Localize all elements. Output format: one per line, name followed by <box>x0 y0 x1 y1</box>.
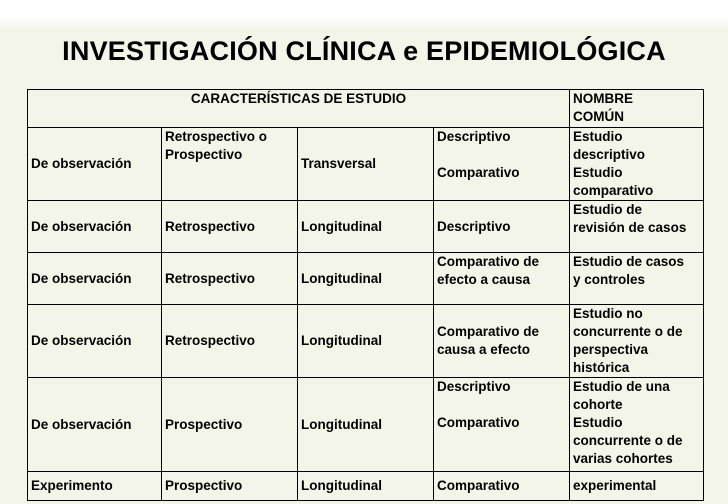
table-row <box>28 305 704 378</box>
cell-line: Retrospectivo o <box>165 129 268 144</box>
cell-direction: Retrospectivo <box>162 201 298 253</box>
cell-line: Comparativo <box>437 165 520 180</box>
cell-analysis <box>434 305 570 378</box>
cell-line: cohorte <box>573 397 623 412</box>
cell-line: y controles <box>573 272 646 287</box>
cell-line: Comparativo <box>437 415 520 430</box>
cell-type: De observación <box>28 378 162 472</box>
cell-direction: Retrospectivo <box>162 253 298 305</box>
cell-line: Comparativo de <box>437 324 540 339</box>
cell-analysis <box>434 253 570 305</box>
cell-time: Longitudinal <box>298 472 434 501</box>
cell-analysis <box>434 128 570 201</box>
cell-line: Descriptivo <box>437 379 511 394</box>
cell-line: Comparativo de <box>437 254 540 269</box>
table-header-row <box>28 90 704 128</box>
page-title: INVESTIGACIÓN CLÍNICA e EPIDEMIOLÓGICA <box>62 36 666 66</box>
cell-line: comparativo <box>573 183 654 198</box>
header-characteristics: CARACTERÍSTICAS DE ESTUDIO <box>28 90 570 128</box>
table-row <box>28 128 704 201</box>
cell-analysis: Descriptivo <box>434 201 570 253</box>
cell-type: De observación <box>28 201 162 253</box>
cell-type: De observación <box>28 128 162 201</box>
table-row <box>28 201 704 253</box>
cell-common-name <box>570 128 704 201</box>
cell-line: Estudio de casos <box>573 254 685 269</box>
cell-type: De observación <box>28 305 162 378</box>
header-common-name-line: NOMBRE <box>573 91 634 106</box>
cell-line: revisión de casos <box>573 220 687 235</box>
cell-analysis: Comparativo <box>434 472 570 501</box>
cell-direction <box>162 128 298 201</box>
cell-time: Longitudinal <box>298 305 434 378</box>
table-row <box>28 472 704 501</box>
cell-line: perspectiva <box>573 342 649 357</box>
cell-direction: Prospectivo <box>162 378 298 472</box>
cell-common-name: experimental <box>570 472 704 501</box>
header-common-name <box>570 90 704 128</box>
cell-type: Experimento <box>28 472 162 501</box>
cell-line: Estudio de <box>573 202 643 217</box>
cell-time: Longitudinal <box>298 253 434 305</box>
cell-line: Estudio <box>573 165 623 180</box>
cell-line: histórica <box>573 360 630 375</box>
cell-common-name <box>570 201 704 253</box>
cell-time: Longitudinal <box>298 201 434 253</box>
cell-line: Prospectivo <box>165 147 243 162</box>
cell-analysis <box>434 378 570 472</box>
cell-line: Estudio <box>573 129 623 144</box>
cell-line: concurrente o de <box>573 433 683 448</box>
cell-line: descriptivo <box>573 147 646 162</box>
cell-line: varias cohortes <box>573 451 673 466</box>
cell-line: efecto a causa <box>437 272 531 287</box>
cell-line: Estudio de una <box>573 379 670 394</box>
cell-common-name <box>570 378 704 472</box>
cell-line: causa a efecto <box>437 342 531 357</box>
cell-time: Transversal <box>298 128 434 201</box>
table-row <box>28 253 704 305</box>
table-row <box>28 378 704 472</box>
cell-common-name <box>570 253 704 305</box>
study-characteristics-table <box>27 89 704 501</box>
cell-time: Longitudinal <box>298 378 434 472</box>
cell-common-name <box>570 305 704 378</box>
cell-direction: Prospectivo <box>162 472 298 501</box>
cell-line: Estudio <box>573 415 623 430</box>
cell-direction: Retrospectivo <box>162 305 298 378</box>
cell-line: concurrente o de <box>573 324 683 339</box>
cell-line: Descriptivo <box>437 129 511 144</box>
cell-type: De observación <box>28 253 162 305</box>
header-common-name-line: COMÚN <box>573 109 625 124</box>
cell-line: Estudio no <box>573 306 643 321</box>
